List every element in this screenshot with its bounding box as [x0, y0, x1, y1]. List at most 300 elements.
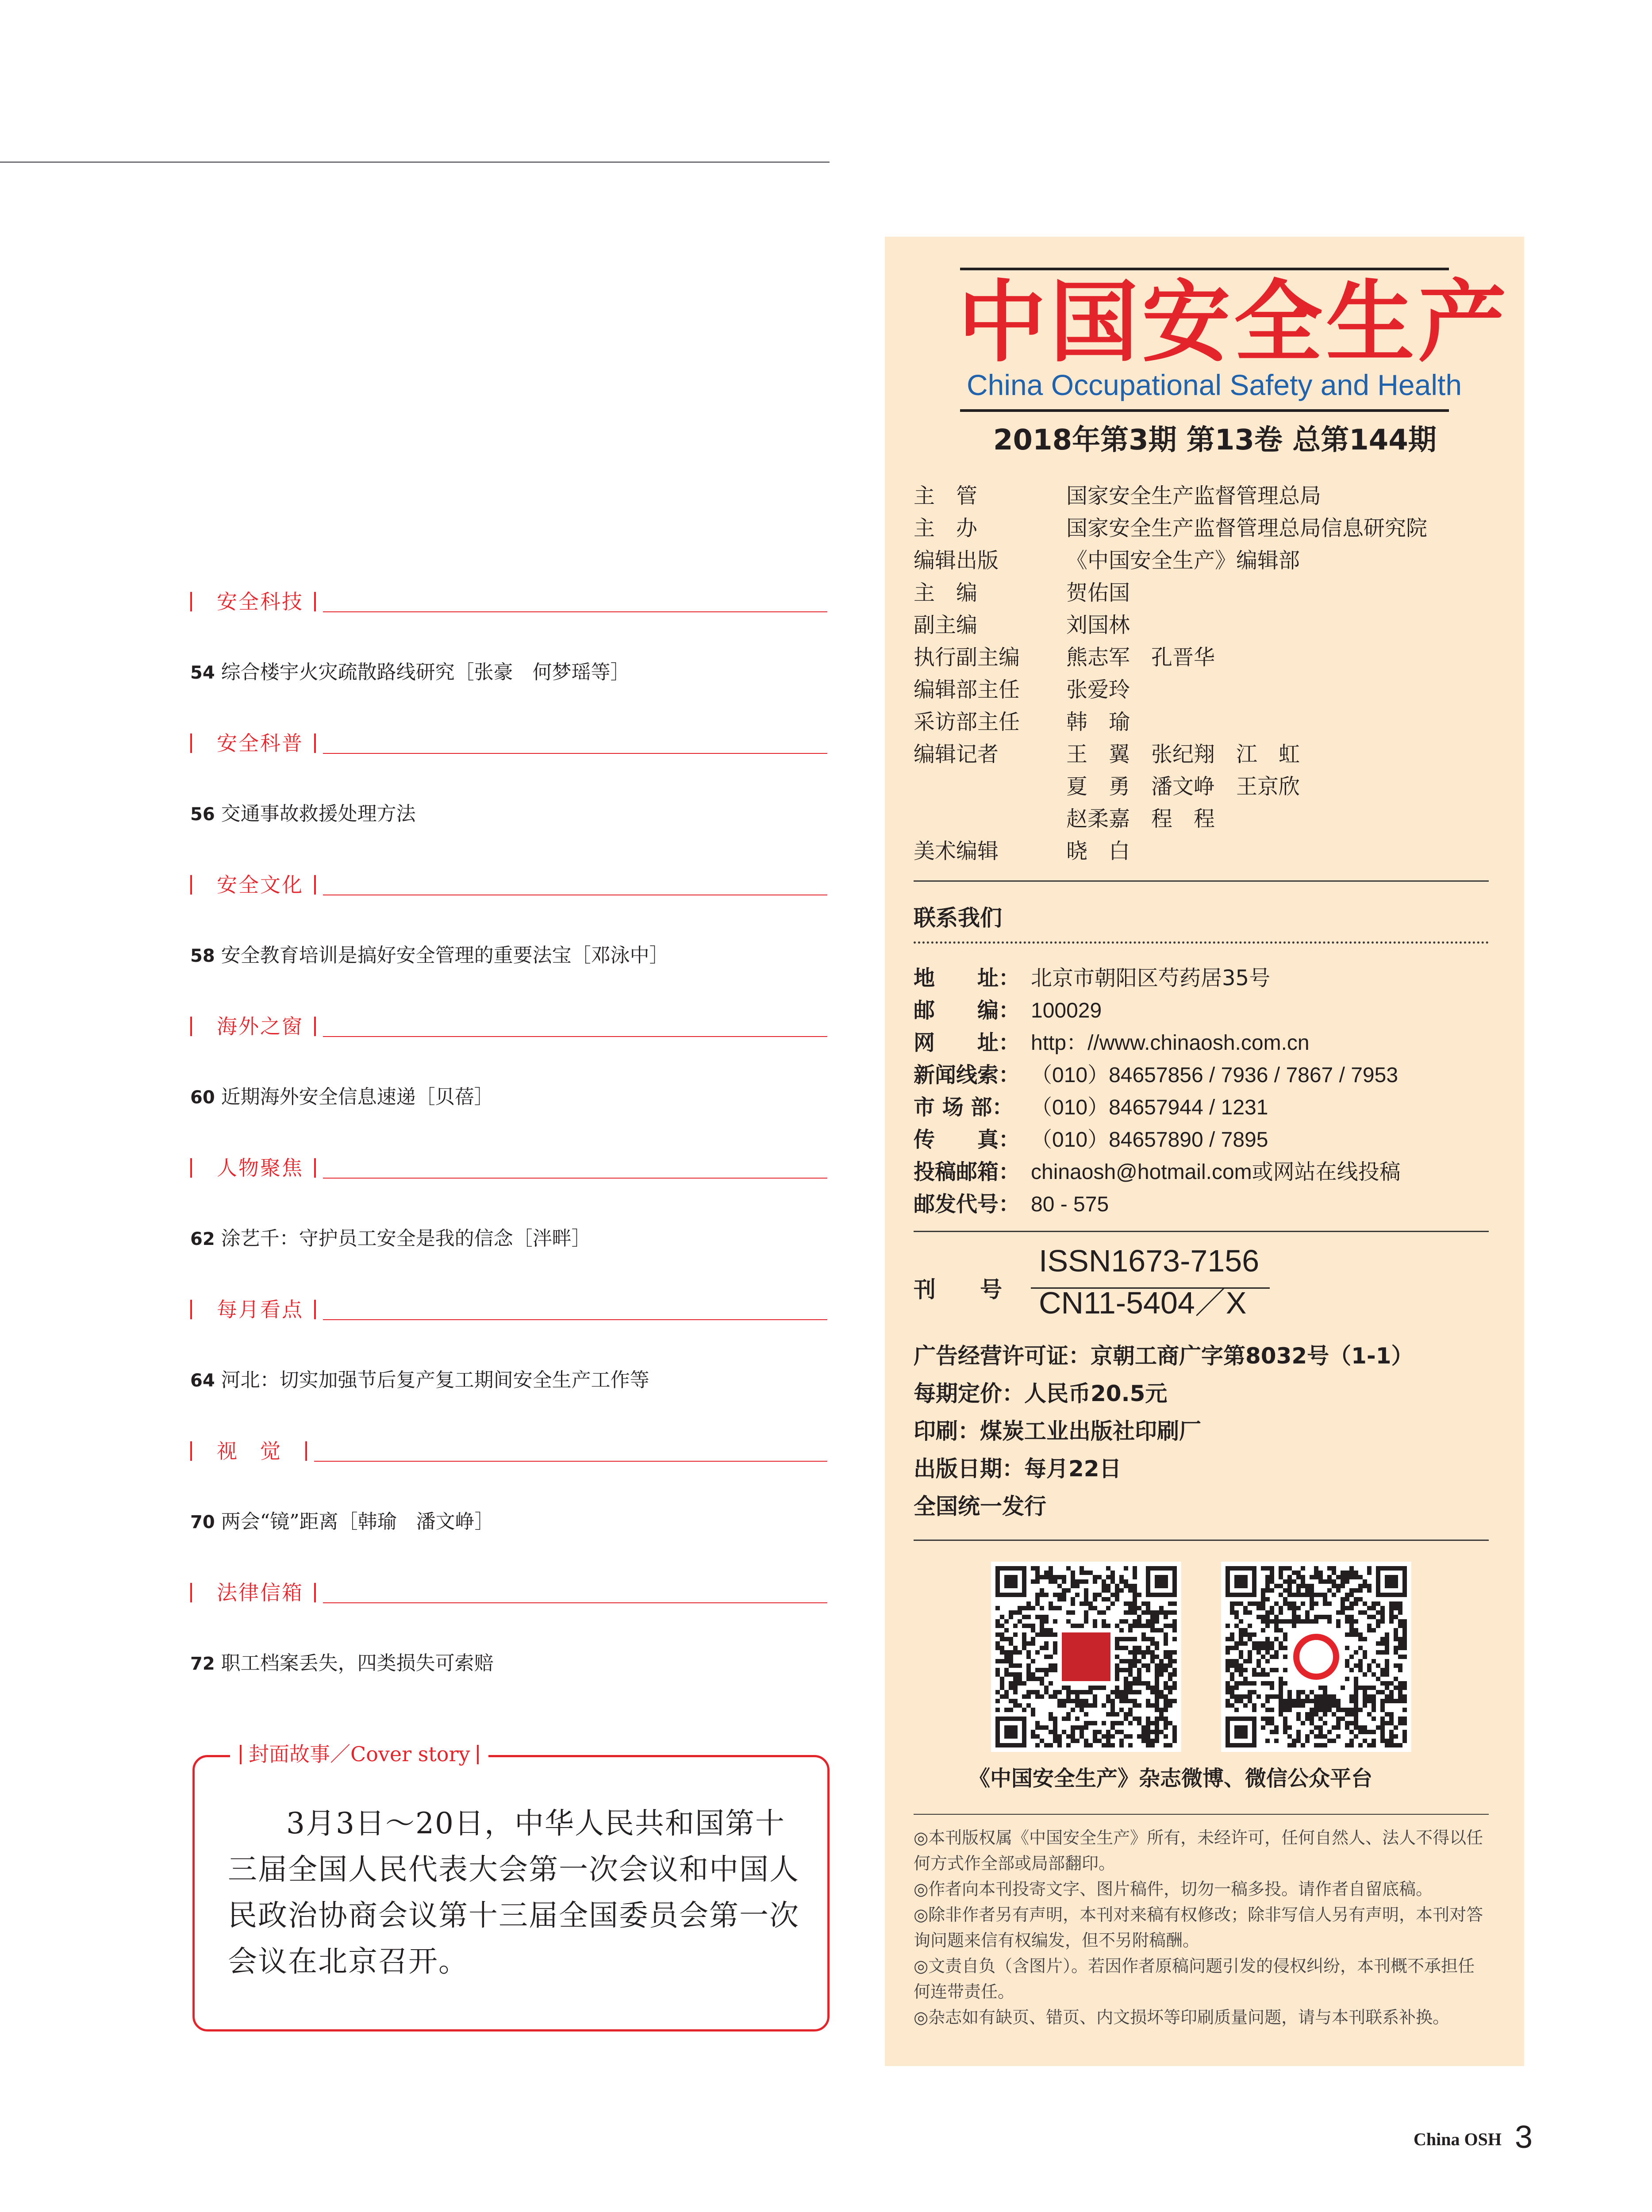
qr-module	[1265, 1575, 1270, 1579]
qr-module	[1358, 1597, 1363, 1601]
qr-module	[1358, 1637, 1363, 1641]
staff-name: 王 翼 张纪翔 江 虹	[1066, 742, 1300, 767]
toc-item	[190, 942, 669, 969]
qr-module	[1274, 1615, 1279, 1619]
qr-module	[1119, 1690, 1124, 1694]
qr-module	[1287, 1566, 1292, 1571]
contact-row	[914, 1091, 1268, 1124]
qr-module	[1000, 1681, 1004, 1686]
qr-module	[1168, 1650, 1172, 1655]
qr-module	[1004, 1659, 1009, 1663]
qr-module	[1035, 1690, 1040, 1694]
qr-module	[1305, 1615, 1310, 1619]
toc-page-number: 60	[190, 1087, 215, 1108]
qr-module	[1075, 1717, 1080, 1721]
qr-module	[1102, 1721, 1106, 1725]
qr-module	[1261, 1597, 1265, 1601]
qr-module	[1115, 1584, 1119, 1588]
qr-module	[1115, 1730, 1119, 1734]
qr-module	[1327, 1588, 1332, 1593]
qr-module	[1026, 1615, 1031, 1619]
qr-module	[1013, 1681, 1018, 1686]
qr-module	[1380, 1717, 1385, 1721]
toc-item-author: ［张豪 何梦瑶等］	[454, 661, 630, 684]
qr-module	[1261, 1703, 1265, 1708]
qr-module	[1004, 1655, 1009, 1659]
qr-module	[1172, 1610, 1177, 1615]
qr-module	[1071, 1575, 1075, 1579]
qr-module	[1044, 1619, 1049, 1624]
qr-module	[1265, 1637, 1270, 1641]
qr-module	[1031, 1624, 1035, 1628]
qr-module	[1133, 1597, 1137, 1601]
qr-module	[1133, 1606, 1137, 1610]
qr-module	[1128, 1624, 1133, 1628]
qr-module	[1133, 1575, 1137, 1579]
qr-module	[1049, 1663, 1053, 1668]
qr-module	[1071, 1584, 1075, 1588]
qr-module	[1044, 1571, 1049, 1575]
qr-module	[1358, 1584, 1363, 1588]
qr-module	[1318, 1593, 1323, 1597]
qr-module	[1040, 1588, 1044, 1593]
qr-module	[1358, 1730, 1363, 1734]
toc-item-author: ［泮畔］	[513, 1227, 591, 1250]
qr-module	[1128, 1637, 1133, 1641]
qr-module	[1327, 1694, 1332, 1699]
qr-module	[1080, 1699, 1084, 1703]
qr-module	[1230, 1690, 1234, 1694]
qr-module	[1389, 1717, 1394, 1721]
qr-module	[1296, 1571, 1301, 1575]
qr-module	[1155, 1663, 1159, 1668]
qr-module	[1323, 1721, 1327, 1725]
qr-module	[1283, 1730, 1287, 1734]
qr-module	[1057, 1606, 1062, 1610]
qr-module	[1367, 1624, 1372, 1628]
qr-module	[1115, 1668, 1119, 1672]
contact-value: （010）84657944 / 1231	[1031, 1096, 1268, 1119]
toc-item-title: 安全教育培训是搞好安全管理的重要法宝	[221, 944, 572, 967]
qr-module	[1084, 1615, 1088, 1619]
top-rule	[0, 161, 830, 163]
qr-module	[1296, 1730, 1301, 1734]
qr-module	[1305, 1694, 1310, 1699]
qr-module	[1128, 1610, 1133, 1615]
qr-module	[1155, 1681, 1159, 1686]
qr-module	[1230, 1677, 1234, 1681]
qr-module	[1314, 1619, 1318, 1624]
qr-module	[1296, 1615, 1301, 1619]
qr-module	[1164, 1663, 1168, 1668]
qr-module	[1097, 1593, 1102, 1597]
qr-module	[1053, 1739, 1057, 1743]
qr-module	[1155, 1615, 1159, 1619]
qr-module	[1044, 1655, 1049, 1659]
qr-module	[1385, 1663, 1389, 1668]
qr-module	[1093, 1734, 1097, 1739]
qr-module	[1102, 1597, 1106, 1601]
qr-module	[1265, 1588, 1270, 1593]
staff-name: 张爱玲	[1066, 677, 1130, 702]
qr-module	[1093, 1597, 1097, 1601]
qr-module	[1283, 1637, 1287, 1641]
qr-module	[1376, 1690, 1380, 1694]
qr-module	[1035, 1694, 1040, 1699]
qr-module	[995, 1619, 1000, 1624]
qr-module	[1279, 1610, 1283, 1615]
qr-module	[1035, 1668, 1040, 1672]
qr-module	[1128, 1588, 1133, 1593]
qr-module	[1155, 1694, 1159, 1699]
qr-module	[1031, 1677, 1035, 1681]
qr-module	[1349, 1632, 1354, 1637]
qr-module	[1049, 1606, 1053, 1610]
qr-module	[1088, 1686, 1093, 1690]
qr-module	[1102, 1686, 1106, 1690]
cn-number: CN11-5404／X	[1039, 1286, 1247, 1320]
qr-module	[1071, 1734, 1075, 1739]
qr-module	[1049, 1601, 1053, 1606]
qr-module	[1226, 1703, 1230, 1708]
qr-module	[1124, 1646, 1128, 1650]
qr-module	[1164, 1699, 1168, 1703]
qr-module	[1372, 1672, 1376, 1677]
staff-name: 晓 白	[1066, 839, 1130, 864]
qr-module	[1168, 1690, 1172, 1694]
qr-module	[1084, 1601, 1088, 1606]
qr-module	[1097, 1610, 1102, 1615]
qr-module	[1385, 1672, 1389, 1677]
qr-module	[1354, 1699, 1358, 1703]
toc-item	[190, 659, 630, 686]
qr-module	[1372, 1708, 1376, 1712]
qr-module	[1155, 1677, 1159, 1681]
qr-module	[1080, 1601, 1084, 1606]
qr-module	[1071, 1624, 1075, 1628]
toc-section-header	[190, 872, 827, 898]
qr-module	[1305, 1593, 1310, 1597]
staff-role: 主 办	[914, 516, 978, 541]
qr-module	[1062, 1703, 1066, 1708]
staff-name: 熊志军 孔晋华	[1066, 645, 1215, 670]
section-bar	[190, 1158, 192, 1178]
qr-module	[1102, 1703, 1106, 1708]
qr-module	[1402, 1624, 1407, 1628]
qr-module	[1398, 1681, 1402, 1686]
qr-module	[1372, 1694, 1376, 1699]
qr-module	[1345, 1619, 1349, 1624]
qr-module	[1279, 1584, 1283, 1588]
qr-module	[1394, 1725, 1398, 1730]
section-rule	[323, 1319, 827, 1320]
qr-module	[1115, 1597, 1119, 1601]
qr-module	[1128, 1628, 1133, 1632]
qr-module	[1040, 1681, 1044, 1686]
qr-module	[1358, 1663, 1363, 1668]
qr-module	[1358, 1725, 1363, 1730]
toc-item	[190, 1509, 494, 1536]
qr-module	[1336, 1703, 1341, 1708]
qr-module	[1261, 1619, 1265, 1624]
contact-key: 地 址：	[914, 966, 1020, 991]
qr-finder	[1004, 1725, 1018, 1739]
section-bar	[314, 592, 316, 611]
qr-module	[1363, 1686, 1367, 1690]
qr-module	[1248, 1681, 1252, 1686]
qr-module	[1137, 1659, 1141, 1663]
qr-module	[1318, 1734, 1323, 1739]
qr-module	[1287, 1593, 1292, 1597]
qr-module	[1172, 1681, 1177, 1686]
qr-module	[1172, 1624, 1177, 1628]
qr-module	[1336, 1610, 1341, 1615]
qr-module	[1398, 1610, 1402, 1615]
qr-module	[1150, 1703, 1155, 1708]
qr-module	[1159, 1668, 1164, 1672]
qr-module	[1274, 1624, 1279, 1628]
qr-module	[1296, 1712, 1301, 1717]
toc-item	[190, 1367, 649, 1394]
qr-module	[1035, 1743, 1040, 1747]
qr-module	[1026, 1668, 1031, 1672]
qr-module	[1137, 1672, 1141, 1677]
qr-module	[1115, 1637, 1119, 1641]
qr-module	[1261, 1566, 1265, 1571]
qr-module	[1026, 1672, 1031, 1677]
qr-module	[1274, 1601, 1279, 1606]
qr-module	[1230, 1632, 1234, 1637]
qr-module	[1283, 1699, 1287, 1703]
qr-module	[1124, 1690, 1128, 1694]
qr-module	[1248, 1632, 1252, 1637]
qr-module	[1128, 1734, 1133, 1739]
qr-module	[1124, 1579, 1128, 1584]
qr-module	[1172, 1672, 1177, 1677]
section-rule	[323, 1036, 827, 1037]
qr-module	[1265, 1624, 1270, 1628]
qr-module	[1013, 1690, 1018, 1694]
staff-name: 赵柔嘉 程 程	[1066, 806, 1215, 831]
qr-module	[1363, 1584, 1367, 1588]
qr-module	[1084, 1690, 1088, 1694]
qr-module	[1287, 1619, 1292, 1624]
qr-module	[1159, 1606, 1164, 1610]
qr-module	[1376, 1725, 1380, 1730]
qr-module	[1265, 1641, 1270, 1646]
qr-module	[1354, 1686, 1358, 1690]
toc-section-header	[190, 730, 827, 757]
qr-module	[1119, 1628, 1124, 1632]
qr-module	[1168, 1677, 1172, 1681]
qr-module	[1283, 1668, 1287, 1672]
qr-module	[1141, 1637, 1146, 1641]
qr-module	[1230, 1703, 1234, 1708]
section-bar	[314, 1583, 316, 1602]
label-bar	[477, 1745, 479, 1764]
page-number: 3	[1514, 2120, 1533, 2155]
qr-caption: 《中国安全生产》杂志微博、微信公众平台	[969, 1766, 1373, 1791]
qr-module	[1248, 1601, 1252, 1606]
qr-module	[1226, 1637, 1230, 1641]
qr-module	[1035, 1734, 1040, 1739]
qr-module	[1354, 1677, 1358, 1681]
qr-module	[1305, 1588, 1310, 1593]
qr-module	[1115, 1624, 1119, 1628]
qr-module	[1018, 1672, 1022, 1677]
qr-module	[1084, 1721, 1088, 1725]
qr-module	[1133, 1681, 1137, 1686]
qr-module	[1128, 1721, 1133, 1725]
qr-module	[1075, 1739, 1080, 1743]
qr-module	[1230, 1663, 1234, 1668]
qr-module	[1261, 1717, 1265, 1721]
qr-module	[1172, 1734, 1177, 1739]
qr-module	[1133, 1610, 1137, 1615]
qr-module	[1062, 1575, 1066, 1579]
qr-module	[1044, 1615, 1049, 1619]
qr-module	[1265, 1579, 1270, 1584]
qr-module	[1159, 1628, 1164, 1632]
qr-module	[1305, 1584, 1310, 1588]
qr-module	[1119, 1694, 1124, 1699]
qr-module	[1398, 1601, 1402, 1606]
qr-module	[1287, 1703, 1292, 1708]
toc-item-title: 河北：切实加强节后复产复工期间安全生产工作等	[221, 1369, 649, 1391]
qr-module	[1402, 1686, 1407, 1690]
qr-module	[1349, 1694, 1354, 1699]
qr-module	[1283, 1655, 1287, 1659]
qr-module	[1035, 1725, 1040, 1730]
staff-row	[914, 738, 1300, 771]
qr-module	[1287, 1575, 1292, 1579]
qr-module	[1279, 1694, 1283, 1699]
qr-module	[1283, 1619, 1287, 1624]
section-rule	[323, 753, 827, 754]
qr-module	[1367, 1663, 1372, 1668]
qr-module	[1296, 1739, 1301, 1743]
qr-module	[1358, 1686, 1363, 1690]
qr-module	[1327, 1703, 1332, 1708]
qr-module	[1018, 1619, 1022, 1624]
qr-module	[1150, 1743, 1155, 1747]
qr-module	[1004, 1672, 1009, 1677]
qr-module	[1084, 1571, 1088, 1575]
qr-module	[1345, 1597, 1349, 1601]
qr-module	[1018, 1663, 1022, 1668]
qr-module	[1234, 1601, 1239, 1606]
qr-module	[1031, 1606, 1035, 1610]
qr-module	[1035, 1677, 1040, 1681]
qr-module	[1301, 1566, 1305, 1571]
qr-module	[1398, 1694, 1402, 1699]
qr-module	[1226, 1663, 1230, 1668]
contact-key: 新闻线索：	[914, 1063, 1020, 1087]
qr-module	[1000, 1646, 1004, 1650]
qr-module	[1296, 1734, 1301, 1739]
qr-module	[1341, 1584, 1345, 1588]
toc-item-title: 两会“镜”距离	[221, 1510, 338, 1533]
qr-module	[1150, 1641, 1155, 1646]
qr-module	[1226, 1646, 1230, 1650]
qr-module	[1248, 1637, 1252, 1641]
qr-module	[1168, 1743, 1172, 1747]
section-bar	[190, 875, 192, 895]
qr-module	[1093, 1575, 1097, 1579]
qr-module	[1066, 1619, 1071, 1624]
note-paragraph: ◎作者向本刊投寄文字、图片稿件，切勿一稿多投。请作者自留底稿。	[914, 1879, 1433, 1899]
toc-item	[190, 1084, 494, 1111]
qr-module	[1137, 1593, 1141, 1597]
toc-item	[190, 1225, 591, 1252]
qr-module	[1385, 1668, 1389, 1672]
qr-module	[1380, 1681, 1385, 1686]
qr-module	[1327, 1615, 1332, 1619]
qr-module	[1402, 1655, 1407, 1659]
qr-module	[1124, 1619, 1128, 1624]
qr-module	[1310, 1712, 1314, 1717]
qr-module	[1119, 1575, 1124, 1579]
qr-module	[1341, 1686, 1345, 1690]
qr-module	[1062, 1699, 1066, 1703]
qr-module	[1035, 1721, 1040, 1725]
qr-module	[1358, 1708, 1363, 1712]
qr-module	[1296, 1606, 1301, 1610]
qr-module	[1345, 1593, 1349, 1597]
qr-module	[1296, 1694, 1301, 1699]
qr-module	[1155, 1734, 1159, 1739]
qr-module	[1146, 1668, 1150, 1672]
qr-module	[1323, 1699, 1327, 1703]
qr-module	[1341, 1571, 1345, 1575]
qr-module	[1292, 1703, 1296, 1708]
qr-module	[1146, 1686, 1150, 1690]
qr-module	[1018, 1703, 1022, 1708]
qr-module	[1341, 1606, 1345, 1610]
qr-module	[1239, 1699, 1243, 1703]
qr-module	[1075, 1584, 1080, 1588]
qr-module	[1026, 1655, 1031, 1659]
qr-module	[1004, 1637, 1009, 1641]
qr-module	[1066, 1566, 1071, 1571]
qr-module	[1057, 1593, 1062, 1597]
qr-module	[995, 1646, 1000, 1650]
section-rule	[314, 1461, 827, 1462]
staff-name: 国家安全生产监督管理总局	[1066, 484, 1322, 508]
qr-module	[1137, 1721, 1141, 1725]
qr-module	[1402, 1632, 1407, 1637]
contact-value: 80 - 575	[1031, 1193, 1109, 1216]
qr-module	[1310, 1730, 1314, 1734]
qr-module	[1310, 1601, 1314, 1606]
staff-role: 副主编	[914, 613, 978, 637]
qr-module	[1141, 1734, 1146, 1739]
qr-module	[1332, 1584, 1336, 1588]
qr-module	[1026, 1606, 1031, 1610]
qr-module	[1013, 1699, 1018, 1703]
qr-module	[1336, 1699, 1341, 1703]
qr-module	[1057, 1597, 1062, 1601]
qr-module	[1159, 1659, 1164, 1663]
qr-module	[1296, 1690, 1301, 1694]
qr-module	[1327, 1739, 1332, 1743]
qr-module	[1075, 1579, 1080, 1584]
qr-module	[1031, 1641, 1035, 1646]
qr-module	[1318, 1717, 1323, 1721]
qr-module	[1292, 1579, 1296, 1584]
qr-module	[1345, 1575, 1349, 1579]
qr-module	[1035, 1571, 1040, 1575]
